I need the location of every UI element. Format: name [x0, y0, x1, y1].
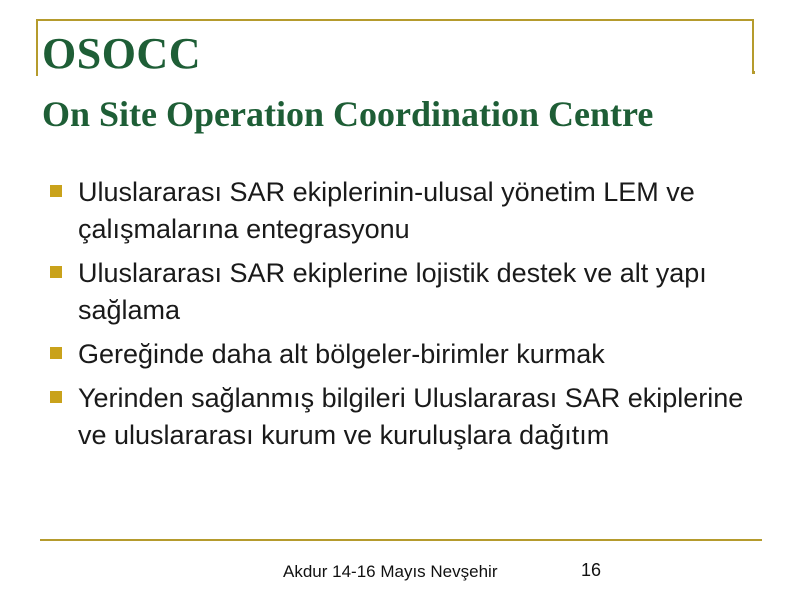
- bullet-text: Yerinden sağlanmış bilgileri Uluslararası SAR ekiplerine ve uluslararası kurum ve kuruluşlara dağıtım: [78, 383, 744, 450]
- slide-footer: Akdur 14-16 Mayıs Nevşehir: [283, 562, 498, 581]
- right-rule: [752, 19, 754, 71]
- left-rule: [36, 19, 38, 76]
- slide-title: OSOCC: [42, 29, 201, 78]
- bullet-item: [48, 336, 758, 373]
- bottom-rule: [40, 539, 762, 541]
- bullet-item: [48, 174, 758, 248]
- bullet-text: Uluslararası SAR ekiplerinin-ulusal yönetim LEM ve çalışmalarına entegrasyonu: [78, 177, 695, 244]
- top-rule: [36, 19, 754, 21]
- square-bullet-icon: [50, 266, 62, 278]
- square-bullet-icon: [50, 347, 62, 359]
- bullet-text: Uluslararası SAR ekiplerine lojistik destek ve alt yapı sağlama: [78, 258, 707, 325]
- corner-dot: [752, 71, 755, 74]
- page-number: 16: [581, 560, 602, 580]
- slide-subtitle: On Site Operation Coordination Centre: [42, 94, 654, 134]
- square-bullet-icon: [50, 391, 62, 403]
- bullet-item: [48, 380, 758, 454]
- square-bullet-icon: [50, 185, 62, 197]
- bullet-text: Gereğinde daha alt bölgeler-birimler kurmak: [78, 339, 605, 369]
- bullet-list: [48, 174, 758, 461]
- bullet-item: [48, 255, 758, 329]
